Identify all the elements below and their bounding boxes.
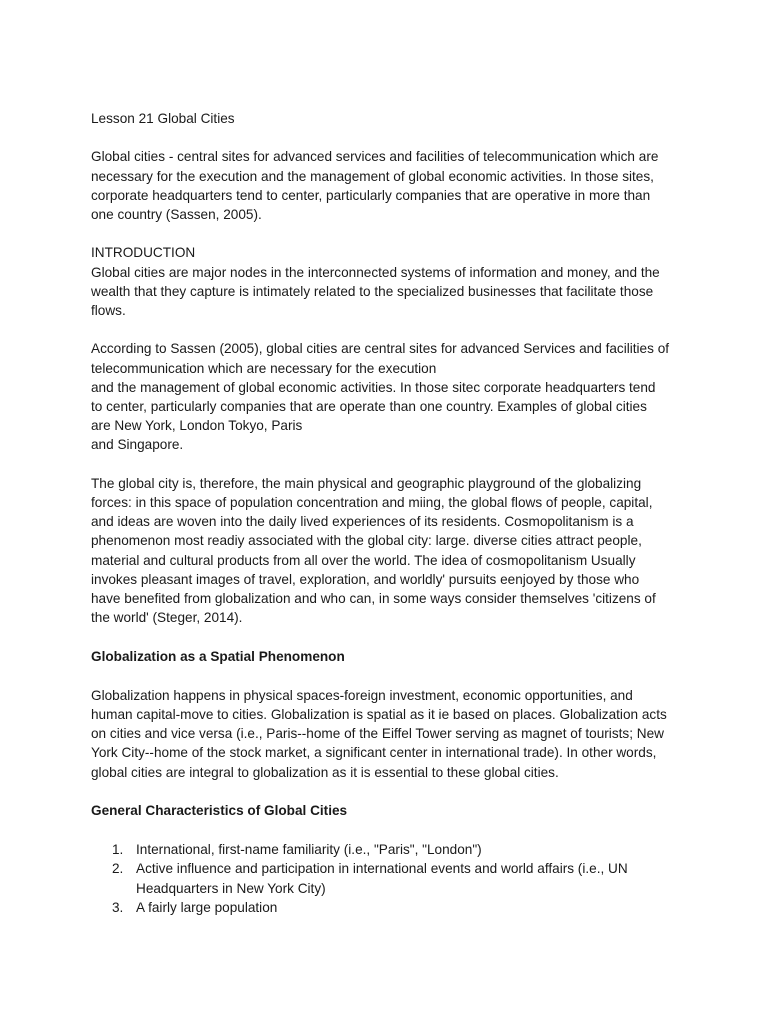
list-item — [91, 859, 677, 897]
text-line: Global cities - central sites for advanced services and facilities of telecommunication which are — [91, 149, 659, 165]
text-line: the world' (Steger, 2014). — [91, 610, 243, 626]
list-number: 2. — [112, 861, 124, 877]
text-line: Active influence and participation in international events and world affairs (i.e., UN — [136, 861, 628, 877]
text-line: The global city is, therefore, the main physical and geographic playground of the globalizing — [91, 475, 642, 491]
text-line: telecommunication which are necessary for the execution — [91, 360, 437, 376]
text-line: and the management of global economic activities. In those sitec corporate headquarters tend — [91, 379, 656, 395]
list-item — [91, 840, 677, 859]
global-city-paragraph — [91, 474, 677, 628]
text-line: are New York, London Tokyo, Paris — [91, 418, 303, 434]
text-line: material and cultural products from all over the world. The idea of cosmopolitanism Usually — [91, 552, 636, 568]
document-page — [91, 109, 677, 917]
spacer — [91, 627, 677, 647]
characteristics-list — [91, 840, 677, 917]
text-line: phenomenon most readiy associated with the global city: large. diverse cities attract people, — [91, 533, 642, 549]
text-line: global cities are integral to globalization as it is essential to these global cities. — [91, 764, 559, 780]
introduction-heading: INTRODUCTION — [91, 245, 196, 261]
text-line: necessary for the execution and the management of global economic activities. In those sites, — [91, 168, 654, 184]
list-number: 3. — [112, 899, 124, 915]
spacer — [91, 666, 677, 686]
page-title: Lesson 21 Global Cities — [91, 111, 235, 126]
text-line: wealth that they capture is intimately related to the specialized businesses that facilitate those — [91, 283, 654, 299]
text-line: York City--home of the stock market, a significant center in international trade). In other words, — [91, 745, 657, 761]
definition-paragraph — [91, 147, 677, 224]
introduction-section — [91, 243, 677, 320]
text-line: corporate headquarters tend to center, particularly companies that are operative in more than — [91, 187, 651, 203]
text-line: invokes pleasant images of travel, exploration, and worldly' pursuits eenjoyed by those who — [91, 571, 640, 587]
text-line: have benefited from globalization and who can, in some ways consider themselves 'citizens of — [91, 591, 656, 607]
text-line: one country (Sassen, 2005). — [91, 207, 262, 222]
spacer — [91, 782, 677, 802]
text-line: and ideas are woven into the daily lived experiences of its residents. Cosmopolitanism is a — [91, 514, 634, 530]
text-line: Globalization happens in physical spaces-foreign investment, economic opportunities, and — [91, 687, 633, 703]
sassen-paragraph — [91, 339, 677, 454]
text-line: to center, particularly companies that are operate than one country. Examples of global cities — [91, 399, 647, 414]
spatial-paragraph — [91, 686, 677, 782]
list-item — [91, 898, 677, 917]
text-line: flows. — [91, 303, 126, 318]
spatial-heading: Globalization as a Spatial Phenomenon — [91, 649, 345, 665]
spacer — [91, 224, 677, 243]
text-line: Headquarters in New York City) — [136, 880, 326, 896]
text-line: human capital-move to cities. Globalization is spatial as it ie based on places. Globalization acts — [91, 707, 667, 723]
text-line: on cities and vice versa (i.e., Paris--home of the Eiffel Tower serving as magnet of tourists; New — [91, 726, 664, 742]
characteristics-heading: General Characteristics of Global Cities — [91, 803, 348, 819]
text-line: A fairly large population — [136, 899, 278, 915]
text-line: Global cities are major nodes in the interconnected systems of information and money, and the — [91, 264, 660, 280]
spacer — [91, 320, 677, 339]
text-line: and Singapore. — [91, 437, 184, 453]
list-number: 1. — [112, 842, 124, 858]
spacer — [91, 128, 677, 147]
spacer — [91, 455, 677, 474]
spacer — [91, 821, 677, 841]
text-line: According to Sassen (2005), global cities are central sites for advanced Services and facilities of — [91, 341, 670, 357]
text-line: International, first-name familiarity (i.e., "Paris", "London") — [136, 842, 482, 858]
text-line: forces: in this space of population concentration and miing, the global flows of people, capital, — [91, 495, 653, 510]
